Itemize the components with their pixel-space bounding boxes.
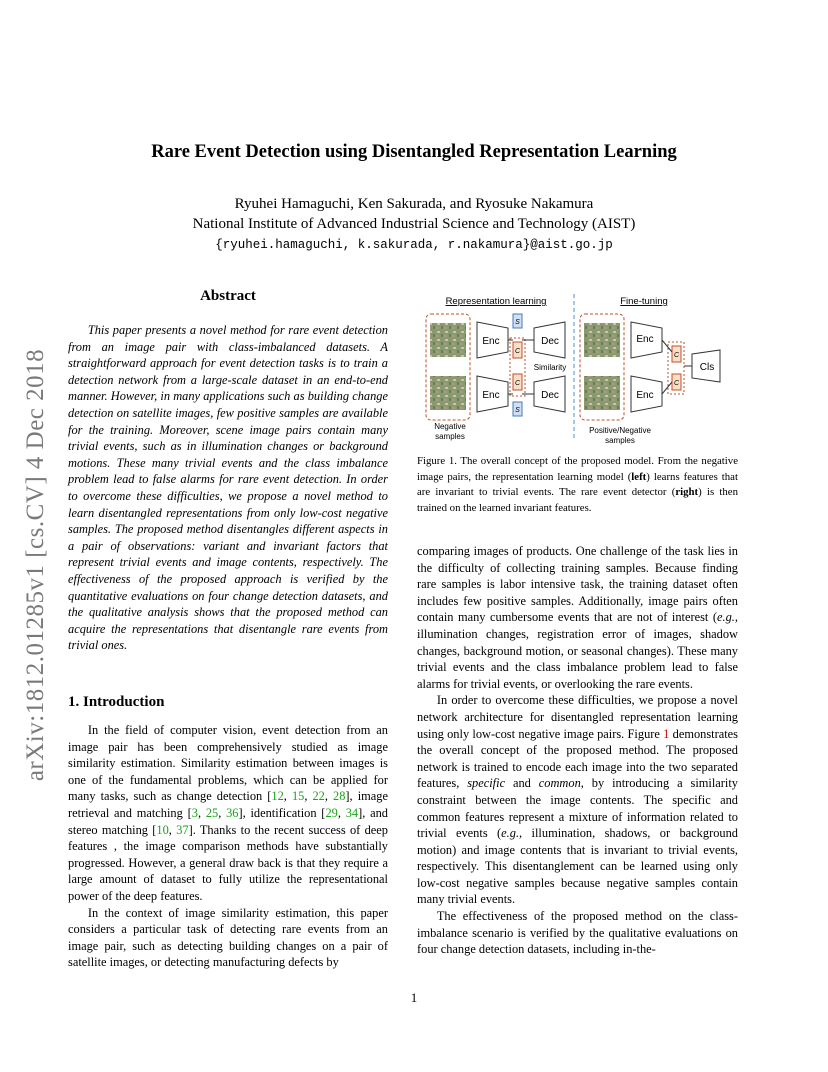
right-paragraph-1: comparing images of products. One challenge of the task lies in the difficulty of collecting training samples. Because finding rare samples is labor intensive task, the training dataset often includes few positive samples. Additionally, image pairs often contain many cumbersome events that are not of interest (e.g., illumination changes, registration error of images, shadow changes, background motion, or seasonal changes). These many trivial events and the class imbalance problem lead to false alarms for trivial events, or overlooking the rare events. — [417, 544, 738, 691]
citation-link[interactable]: 10 — [156, 822, 169, 837]
svg-text:Dec: Dec — [541, 336, 559, 347]
fig-similarity: Similarity — [533, 363, 567, 372]
svg-text:Enc: Enc — [482, 390, 500, 401]
abstract-body — [68, 322, 388, 654]
right-paragraph-3: The effectiveness of the proposed method on the class-imbalance scenario is verified by the qualitative evaluations on four change detection datasets, including in-the- — [417, 909, 738, 957]
citation-link[interactable]: 37 — [176, 822, 189, 837]
satellite-image — [584, 323, 620, 357]
svg-text:C: C — [673, 352, 680, 359]
fig-pos-label-1: Positive/Negative — [589, 426, 651, 435]
citation-link[interactable]: 3 — [191, 805, 198, 820]
intro-body — [68, 722, 388, 971]
svg-text:C: C — [673, 380, 680, 387]
fig-left-title: Representation learning — [445, 296, 547, 307]
right-column-body — [417, 543, 738, 958]
fig-neg-label-1: Negative — [434, 422, 466, 431]
citation-link[interactable]: 36 — [226, 805, 239, 820]
figure-1 — [420, 290, 740, 450]
fig-right-title: Fine-tuning — [620, 296, 668, 307]
svg-text:Enc: Enc — [482, 336, 500, 347]
satellite-image — [430, 376, 466, 410]
citation-link[interactable]: 34 — [345, 805, 359, 820]
svg-text:S: S — [515, 319, 520, 326]
satellite-image — [584, 376, 620, 410]
citation-link[interactable]: 28 — [333, 789, 346, 804]
citation-link[interactable]: 15 — [291, 789, 305, 804]
fig-cls: Cls — [699, 362, 715, 373]
intro-paragraph-2: In the context of image similarity estimation, this paper considers a particular task of detecting rare events from an image pair, such as detecting building changes on a pair of satellite images, or detecting manufacturing defects by — [68, 905, 388, 970]
right-paragraph-2: In order to overcome these difficulties, we propose a novel network architecture for disentangled representation learning using only low-cost negative image pairs. Figure 1 demonstrates the overall concept of the proposed method. The proposed network is trained to encode each image into the two separated features, specific and common, by introducing a similarity constraint between the image contents. The specific and common features represent a mixture of information related to trivial events (e.g., illumination, shadows, or background motion) and image contents that is invariant to trivial events, respectively. This disentanglement can be learned using only low-cost negative samples because negative samples contain many trivial events. — [417, 693, 739, 907]
intro-paragraph-1: In the field of computer vision, event detection from an image pair has been comprehensively studied as image similarity estimation. Similarity estimation between images is one of the fundamental problems, which can be applied for many tasks, such as change detection [12, 15, 22, 28], image retrieval and matching [3, 25, 36], identification [29, 34], and stereo matching [10, 37]. Thanks to the recent success of deep features , the image comparison methods have substantially progressed. However, a general draw back is that they require a large amount of dataset to fully utilize the representational power of the deep features. — [68, 723, 388, 903]
affiliation: National Institute of Advanced Industrial Science and Technology (AIST) — [192, 216, 636, 232]
svg-text:C: C — [514, 380, 521, 387]
citation-link[interactable]: 12 — [271, 789, 284, 804]
intro-heading: 1. Introduction — [68, 694, 165, 710]
paper-title: Rare Event Detection using Disentangled Representation Learning — [151, 142, 677, 162]
citation-link[interactable]: 29 — [325, 805, 338, 820]
citation-link[interactable]: 25 — [205, 805, 219, 820]
authors: Ryuhei Hamaguchi, Ken Sakurada, and Ryosuke Nakamura — [234, 196, 594, 212]
satellite-image — [430, 323, 466, 357]
svg-text:C: C — [514, 348, 521, 355]
abstract-text: This paper presents a novel method for rare event detection from an image pair with class-imbalanced datasets. A straightforward approach for event detection tasks is to train a detection network from a large-scale dataset in an end-to-end manner. However, in many applications such as building change detection on satellite images, few positive samples are available for the training. Moreover, scene image pairs contain many trivial events, such as in illumination changes or background motions. These many trivial events and the class imbalance problem lead to false alarms for rare event detection. In order to overcome these difficulties, we propose a novel method to learn disentangled representations from only low-cost negative samples. The proposed method disentangles different aspects in a pair of observations: variant and invariant factors that represent trivial events and image contents, respectively. The effectiveness of the proposed approach is verified by the quantitative evaluations on four change detection datasets, and the qualitative analysis shows that the proposed method can acquire the representations that disentangle rare events from trivial ones. — [68, 323, 388, 653]
arxiv-sidebar — [16, 348, 56, 782]
svg-text:Enc: Enc — [636, 334, 654, 345]
svg-text:Dec: Dec — [541, 390, 559, 401]
fig-neg-label-2: samples — [435, 432, 465, 441]
page-number: 1 — [410, 990, 418, 1005]
svg-text:S: S — [515, 407, 520, 414]
fig-pos-label-2: samples — [605, 436, 635, 445]
svg-text:Enc: Enc — [636, 390, 654, 401]
figure-1-caption: Figure 1. The overall concept of the proposed model. From the negative image pairs, the representation learning model (left) learns features that are invariant to trivial events. The rare event detector (right) is then trained on the learned invariant features. — [417, 455, 738, 514]
arxiv-id: arXiv:1812.01285v1 [cs.CV] 4 Dec 2018 — [22, 348, 49, 782]
citation-link[interactable]: 22 — [312, 789, 325, 804]
emails: {ryuhei.hamaguchi, k.sakurada, r.nakamura}@aist.go.jp — [215, 238, 613, 252]
abstract-heading: Abstract — [200, 288, 256, 304]
figure-ref-link[interactable]: 1 — [663, 726, 670, 741]
